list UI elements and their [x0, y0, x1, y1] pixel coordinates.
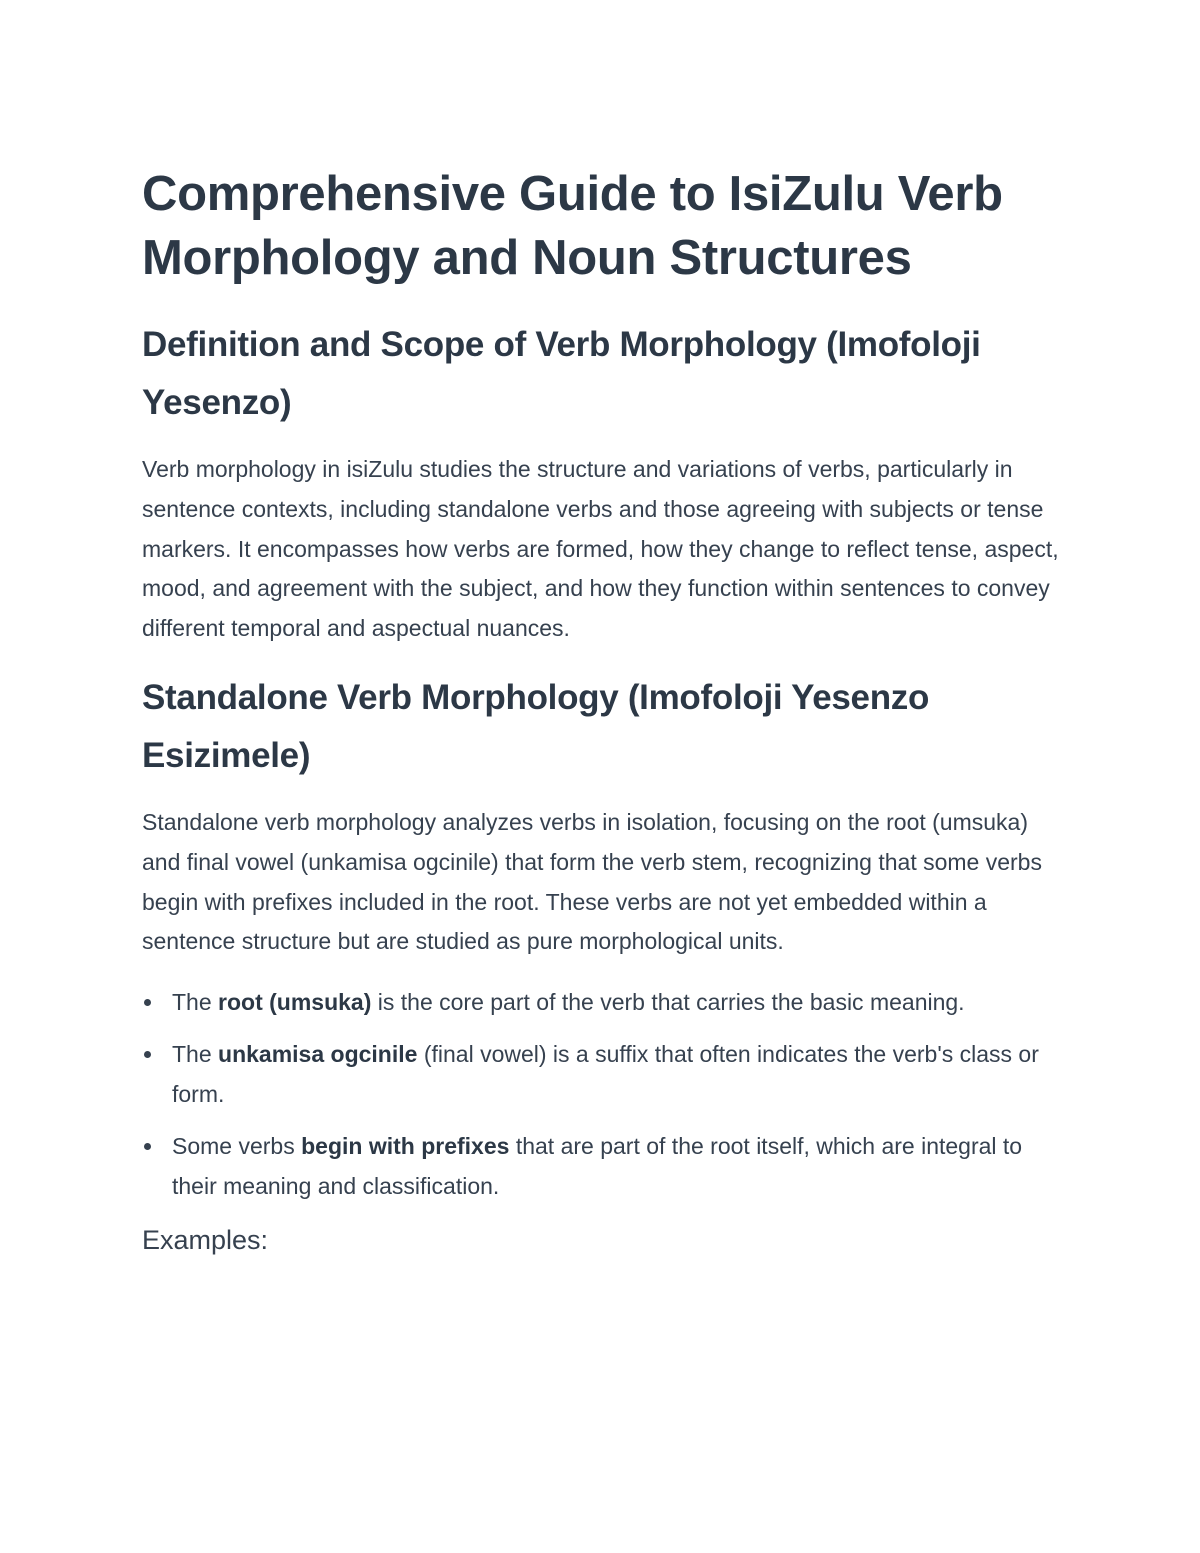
bullet-list [142, 982, 1072, 1206]
list-item-bold: root (umsuka) [218, 989, 372, 1016]
section-heading-standalone: Standalone Verb Morphology (Imofoloji Yesenzo Esizimele) [142, 677, 930, 775]
definition-paragraph: Verb morphology in isiZulu studies the structure and variations of verbs, particularly in sentence contexts, including standalone verbs and those agreeing with subjects or tense markers. It encompasses how verbs are formed, how they change to reflect tense, aspect, mood, and agreement with the subject, and how they function within sentences to convey different temporal and aspectual nuances. [142, 456, 1059, 642]
list-item-text: The [172, 989, 219, 1016]
list-item [142, 1126, 1072, 1206]
list-item [142, 982, 1072, 1022]
list-item-bold: unkamisa ogcinile [218, 1041, 418, 1068]
list-item [142, 1034, 1072, 1114]
list-item-bold: begin with prefixes [301, 1133, 510, 1160]
list-item-text: Some verbs [172, 1133, 302, 1160]
examples-heading: Examples: [142, 1225, 269, 1256]
standalone-paragraph: Standalone verb morphology analyzes verbs in isolation, focusing on the root (umsuka) and final vowel (unkamisa ogcinile) that form the verb stem, recognizing that some verbs begin with prefixes included in the root. These verbs are not yet embedded within a sentence structure but are studied as pure morphological units. [142, 808, 1042, 955]
list-item-text: is the core part of the verb that carries the basic meaning. [371, 989, 965, 1016]
list-item-text: The [172, 1041, 219, 1068]
section-heading-definition: Definition and Scope of Verb Morphology (Imofoloji Yesenzo) [142, 325, 981, 422]
list-item-text: that are part of the root itself, which are integral to their meaning and classification. [172, 1133, 1023, 1200]
document-page [142, 162, 1072, 1260]
page-title: Comprehensive Guide to IsiZulu Verb Morphology and Noun Structures [142, 167, 1003, 285]
list-item-text: (final vowel) is a suffix that often indicates the verb's class or form. [172, 1041, 1039, 1108]
